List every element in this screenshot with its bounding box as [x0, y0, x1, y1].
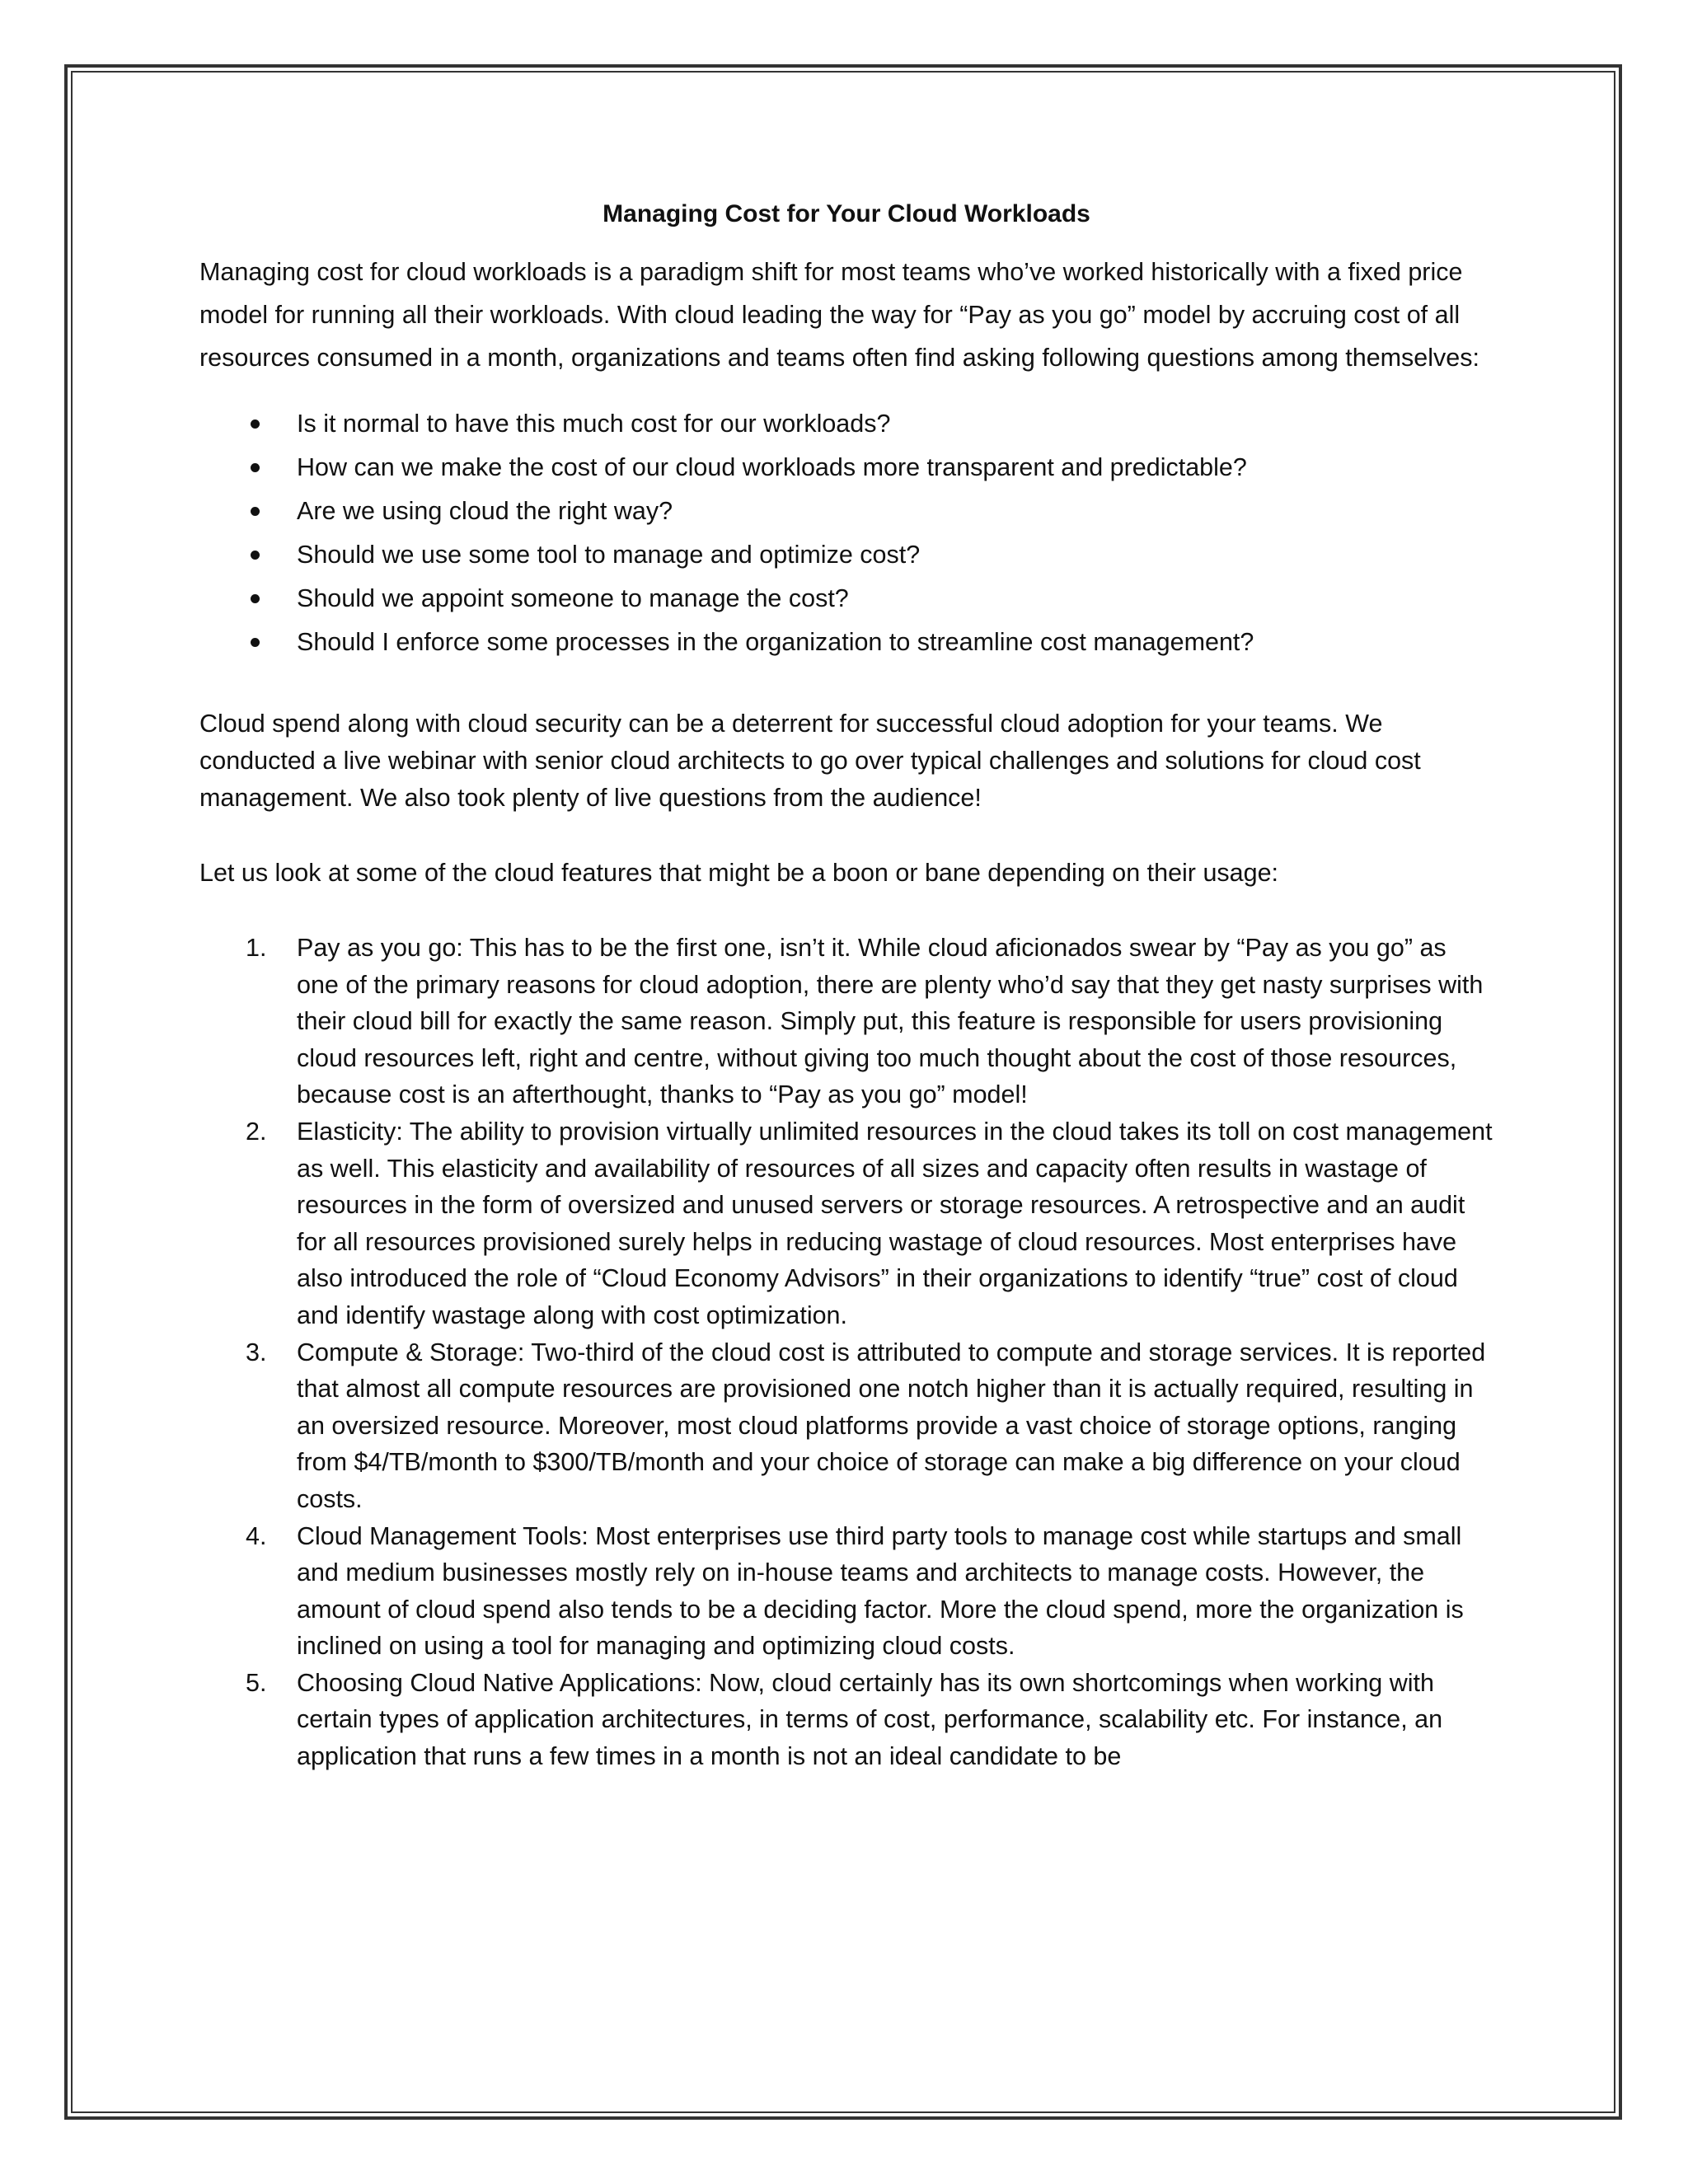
item-number: 2. — [246, 1117, 267, 1146]
bullet-icon — [251, 594, 260, 603]
question-text: Should I enforce some processes in the organization to streamline cost management? — [297, 628, 1254, 656]
list-item — [199, 446, 1493, 490]
question-text: Should we use some tool to manage and optimize cost? — [297, 541, 921, 569]
bullet-icon — [251, 419, 260, 429]
list-item — [199, 1665, 1493, 1775]
item-text: Pay as you go: This has to be the first one, isn’t it. While cloud aficionados swear by “Pay as you go” as one of the primary reasons for cloud adoption, there are plenty who’d say that they get nasty surprises with their cloud bill for exactly the same reason. Simply put, this feature is responsible for users provisioning cloud resources left, right and centre, without giving too much thought about the cost of those resources, because cost is an afterthought, thanks to “Pay as you go” model! — [297, 934, 1484, 1109]
question-text: Is it normal to have this much cost for our workloads? — [297, 410, 891, 438]
list-item — [199, 402, 1493, 446]
item-text: Compute & Storage: Two-third of the cloud cost is attributed to compute and storage services. It is reported that almost all compute resources are provisioned one notch higher than it is actually required, resulting in an oversized resource. Moreover, most cloud platforms provide a vast choice of storage options, ranging from $4/TB/month to $300/TB/month and your choice of storage can make a big difference on your cloud costs. — [297, 1338, 1486, 1513]
document-body — [199, 198, 1493, 1775]
list-item — [199, 930, 1493, 1113]
list-item — [199, 621, 1493, 664]
list-item — [199, 533, 1493, 577]
bullet-icon — [251, 551, 260, 560]
question-text: How can we make the cost of our cloud workloads more transparent and predictable? — [297, 453, 1247, 481]
bullet-icon — [251, 638, 260, 647]
item-text: Elasticity: The ability to provision virtually unlimited resources in the cloud takes its toll on cost management as well. This elasticity and availability of resources of all sizes and capacity often results in wastage of resources in the form of oversized and unused servers or storage resources. A retrospective and an audit for all resources provisioned surely helps in reducing wastage of cloud resources. Most enterprises have also introduced the role of “Cloud Economy Advisors” in their organizations to identify “true” cost of cloud and identify wastage along with cost optimization. — [297, 1117, 1493, 1329]
question-text: Are we using cloud the right way? — [297, 497, 673, 525]
bullet-icon — [251, 507, 260, 516]
cloud-spend-paragraph: Cloud spend along with cloud security can be a deterrent for successful cloud adoption for your teams. We conducted a live webinar with senior cloud architects to go over typical challenges and solutions for cloud cost management. We also took plenty of live questions from the audience! — [199, 710, 1421, 812]
list-item — [199, 1334, 1493, 1518]
questions-list — [199, 402, 1493, 664]
question-text: Should we appoint someone to manage the cost? — [297, 584, 849, 612]
item-number: 1. — [246, 934, 267, 962]
list-item — [199, 577, 1493, 621]
item-text: Cloud Management Tools: Most enterprises use third party tools to manage cost while startups and small and medium businesses mostly rely on in-house teams and architects to manage costs. However, the amount of cloud spend also tends to be a deciding factor. More the cloud spend, more the organization is inclined on using a tool for managing and optimizing cloud costs. — [297, 1521, 1464, 1661]
list-item — [199, 490, 1493, 533]
item-number: 3. — [246, 1338, 267, 1366]
document-title: Managing Cost for Your Cloud Workloads — [603, 200, 1090, 227]
intro-paragraph: Managing cost for cloud workloads is a paradigm shift for most teams who’ve worked historically with a fixed price model for running all their workloads. With cloud leading the way for “Pay as you go” model by accruing cost of all resources consumed in a month, organizations and teams often find asking following questions among themselves: — [199, 258, 1479, 372]
list-item — [199, 1518, 1493, 1665]
features-list — [199, 930, 1493, 1775]
bullet-icon — [251, 463, 260, 472]
list-item — [199, 1113, 1493, 1334]
features-intro-paragraph: Let us look at some of the cloud features that might be a boon or bane depending on their usage: — [199, 859, 1279, 887]
item-text: Choosing Cloud Native Applications: Now, cloud certainly has its own shortcomings when working with certain types of application architectures, in terms of cost, performance, scalability etc. For instance, an application that runs a few times in a month is not an ideal candidate to be — [297, 1668, 1443, 1771]
item-number: 4. — [246, 1521, 267, 1550]
item-number: 5. — [246, 1668, 267, 1697]
